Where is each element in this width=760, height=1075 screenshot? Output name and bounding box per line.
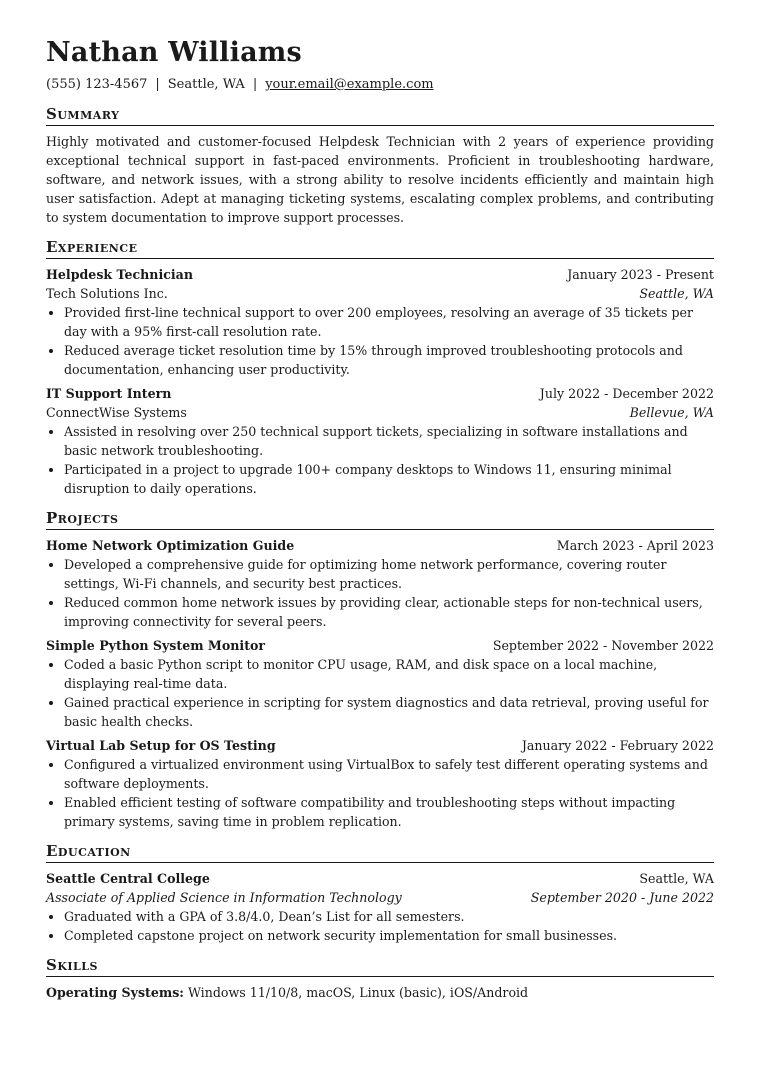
- skills-row: [46, 983, 714, 1002]
- project-header-row: [46, 536, 714, 555]
- bullet-item: • Completed capstone project on network security implementation for small businesses.: [64, 926, 714, 945]
- section-heading-projects: Projects: [46, 509, 714, 530]
- candidate-name: Nathan Williams: [46, 37, 302, 68]
- section-heading-education: Education: [46, 842, 714, 863]
- school-name: Seattle Central College: [46, 871, 210, 886]
- bullet-item: • Coded a basic Python script to monitor CPU usage, RAM, and disk space on a local machine, displaying real-time data.: [64, 655, 714, 693]
- email-link[interactable]: your.email@example.com: [265, 77, 434, 92]
- summary-section: [46, 105, 714, 227]
- project-title: Home Network Optimization Guide: [46, 538, 295, 553]
- job-header-row: [46, 265, 714, 284]
- education-bullets: [46, 907, 714, 945]
- section-heading-summary: Summary: [46, 105, 714, 126]
- job-entry: [46, 265, 714, 379]
- project-entry: [46, 636, 714, 731]
- job-title: Helpdesk Technician: [46, 267, 193, 282]
- job-location: Seattle, WA: [639, 286, 714, 301]
- project-entry: [46, 536, 714, 631]
- section-heading-experience: Experience: [46, 238, 714, 259]
- bullet-item: • Reduced common home network issues by providing clear, actionable steps for non-technical users, improving connectivity for several peers.: [64, 593, 714, 631]
- summary-text: Highly motivated and customer-focused Helpdesk Technician with 2 years of experience providing exceptional technical support in fast-paced environments. Proficient in troubleshooting hardware, software, and network issues, with a strong ability to resolve incidents efficiently and maintain high user satisfaction. Adept at managing ticketing systems, escalating complex problems, and contributing to system documentation to improve support processes.: [46, 134, 714, 225]
- bullet-item: • Provided first-line technical support to over 200 employees, resolving an average of 35 tickets per day with a 95% first-call resolution rate.: [64, 303, 714, 341]
- skills-label: Operating Systems:: [46, 985, 184, 1000]
- project-dates: September 2022 - November 2022: [492, 638, 714, 653]
- education-section: [46, 842, 714, 945]
- degree-name: Associate of Applied Science in Information Technology: [46, 890, 402, 905]
- job-location: Bellevue, WA: [629, 405, 714, 420]
- project-entry: [46, 736, 714, 831]
- bullet-item: • Gained practical experience in scripting for system diagnostics and data retrieval, proving useful for basic health checks.: [64, 693, 714, 731]
- phone-number: (555) 123-4567: [46, 77, 148, 92]
- job-company-row: [46, 403, 714, 422]
- contact-separator: |: [155, 77, 160, 92]
- contact-separator: |: [252, 77, 258, 92]
- bullet-item: • Developed a comprehensive guide for optimizing home network performance, covering router settings, Wi-Fi channels, and security best practices.: [64, 555, 714, 593]
- job-company: ConnectWise Systems: [46, 405, 187, 420]
- job-title: IT Support Intern: [46, 386, 172, 401]
- job-dates: July 2022 - December 2022: [539, 386, 714, 401]
- job-bullets: [46, 303, 714, 379]
- project-dates: January 2022 - February 2022: [521, 738, 714, 753]
- job-company-row: [46, 284, 714, 303]
- bullet-item: • Reduced average ticket resolution time by 15% through improved troubleshooting protocols and documentation, enhancing user productivity.: [64, 341, 714, 379]
- degree-row: [46, 888, 714, 907]
- job-dates: January 2023 - Present: [567, 267, 714, 282]
- education-header-row: [46, 869, 714, 888]
- location: Seattle, WA: [167, 77, 245, 92]
- job-company: Tech Solutions Inc.: [46, 286, 168, 301]
- project-header-row: [46, 736, 714, 755]
- bullet-item: • Enabled efficient testing of software compatibility and troubleshooting steps without impacting primary systems, saving time in problem replication.: [64, 793, 714, 831]
- project-title: Simple Python System Monitor: [46, 638, 266, 653]
- bullet-item: • Participated in a project to upgrade 100+ company desktops to Windows 11, ensuring minimal disruption to daily operations.: [64, 460, 714, 498]
- project-bullets: [46, 555, 714, 631]
- bullet-item: • Assisted in resolving over 250 technical support tickets, specializing in software installations and basic network troubleshooting.: [64, 422, 714, 460]
- job-entry: [46, 384, 714, 498]
- project-header-row: [46, 636, 714, 655]
- project-bullets: [46, 755, 714, 831]
- education-entry: [46, 869, 714, 945]
- bullet-item: • Graduated with a GPA of 3.8/4.0, Dean’s List for all semesters.: [64, 907, 714, 926]
- project-title: Virtual Lab Setup for OS Testing: [46, 738, 276, 753]
- job-bullets: [46, 422, 714, 498]
- experience-section: [46, 238, 714, 498]
- education-dates: September 2020 - June 2022: [530, 890, 714, 905]
- bullet-item: • Configured a virtualized environment using VirtualBox to safely test different operating systems and software deployments.: [64, 755, 714, 793]
- projects-section: [46, 509, 714, 831]
- skills-value: Windows 11/10/8, macOS, Linux (basic), iOS/Android: [187, 985, 529, 1000]
- skills-section: [46, 956, 714, 1002]
- project-bullets: [46, 655, 714, 731]
- contact-line: [46, 76, 714, 94]
- school-location: Seattle, WA: [639, 871, 714, 886]
- job-header-row: [46, 384, 714, 403]
- project-dates: March 2023 - April 2023: [556, 538, 714, 553]
- section-heading-skills: Skills: [46, 956, 714, 977]
